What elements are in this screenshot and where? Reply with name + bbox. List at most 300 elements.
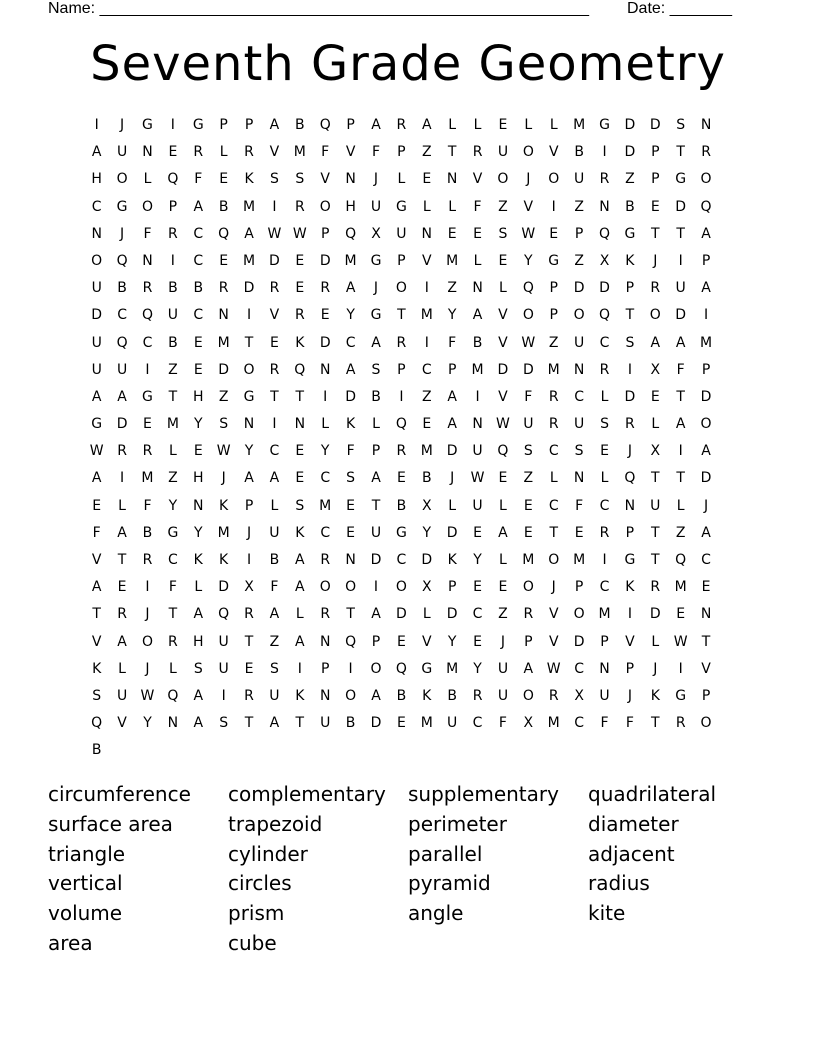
grid-letter[interactable]: U (167, 307, 178, 324)
grid-letter[interactable]: D (319, 334, 331, 351)
grid-letter[interactable]: O (345, 579, 357, 596)
grid-letter[interactable]: D (675, 198, 687, 215)
grid-letter[interactable]: X (421, 497, 432, 514)
grid-letter[interactable]: A (91, 470, 102, 487)
grid-letter[interactable]: N (218, 307, 229, 324)
grid-letter[interactable]: A (371, 687, 381, 704)
grid-letter[interactable]: U (91, 280, 102, 297)
grid-letter[interactable]: N (193, 497, 204, 514)
grid-letter[interactable]: R (548, 687, 559, 704)
grid-letter[interactable]: J (653, 660, 658, 677)
grid-letter[interactable]: U (523, 416, 534, 433)
grid-letter[interactable]: J (120, 225, 125, 242)
grid-letter[interactable]: V (548, 606, 559, 623)
grid-letter[interactable]: N (446, 171, 458, 188)
grid-letter[interactable]: L (499, 497, 507, 514)
grid-letter[interactable]: I (246, 552, 252, 568)
grid-letter[interactable]: N (345, 171, 356, 188)
grid-letter[interactable]: B (396, 687, 407, 704)
grid-letter[interactable]: N (421, 225, 433, 242)
grid-letter[interactable]: D (649, 606, 661, 623)
grid-letter[interactable]: A (345, 280, 356, 297)
grid-letter[interactable]: G (675, 687, 687, 704)
grid-letter[interactable]: V (117, 715, 127, 732)
grid-letter[interactable]: Z (675, 524, 686, 541)
grid-letter[interactable]: P (397, 361, 406, 378)
grid-letter[interactable]: F (92, 524, 101, 541)
name-field-label[interactable]: Name: _______________________________________________________ (48, 0, 589, 17)
grid-letter[interactable]: I (399, 388, 404, 405)
grid-letter[interactable]: R (599, 361, 610, 378)
grid-letter[interactable]: N (319, 361, 331, 378)
grid-letter[interactable]: R (650, 280, 661, 297)
grid-letter[interactable]: Q (116, 252, 128, 269)
grid-letter[interactable]: C (117, 307, 127, 324)
grid-letter[interactable]: A (371, 334, 381, 351)
grid-letter[interactable]: S (295, 497, 305, 514)
grid-letter[interactable]: F (321, 144, 330, 161)
grid-letter[interactable]: I (323, 388, 328, 405)
grid-letter[interactable]: A (117, 524, 127, 541)
grid-letter[interactable]: N (472, 280, 483, 297)
grid-letter[interactable]: Z (523, 470, 534, 487)
grid-letter[interactable]: Q (345, 225, 357, 242)
grid-letter[interactable]: G (675, 171, 687, 188)
grid-letter[interactable]: A (117, 388, 127, 405)
grid-letter[interactable]: L (473, 252, 482, 269)
grid-letter[interactable]: P (574, 579, 584, 596)
grid-letter[interactable]: Q (395, 416, 407, 433)
grid-letter[interactable]: I (348, 660, 353, 677)
grid-letter[interactable]: M (166, 416, 179, 433)
grid-letter[interactable]: J (627, 443, 632, 460)
grid-letter[interactable]: T (397, 307, 406, 324)
grid-letter[interactable]: E (498, 579, 508, 596)
grid-letter[interactable]: C (472, 715, 483, 732)
grid-letter[interactable]: P (219, 117, 228, 133)
grid-letter[interactable]: E (346, 497, 356, 514)
grid-letter[interactable]: T (625, 307, 635, 324)
grid-letter[interactable]: W (292, 225, 307, 242)
grid-letter[interactable]: Z (168, 361, 178, 378)
grid-letter[interactable]: T (549, 524, 558, 541)
grid-letter[interactable]: W (470, 470, 485, 487)
grid-letter[interactable]: O (573, 606, 585, 623)
grid-letter[interactable]: V (701, 660, 711, 677)
grid-letter[interactable]: T (244, 334, 254, 351)
grid-letter[interactable]: C (269, 443, 280, 460)
grid-letter[interactable]: O (319, 198, 331, 215)
grid-letter[interactable]: I (551, 198, 556, 215)
grid-letter[interactable]: A (371, 470, 381, 487)
grid-letter[interactable]: Y (447, 307, 457, 324)
grid-letter[interactable]: P (371, 633, 381, 650)
grid-letter[interactable]: T (447, 144, 457, 161)
grid-letter[interactable]: C (345, 334, 356, 351)
grid-letter[interactable]: F (448, 334, 457, 351)
grid-letter[interactable]: A (193, 606, 204, 623)
grid-letter[interactable]: E (422, 416, 432, 433)
grid-letter[interactable]: N (700, 606, 712, 623)
grid-letter[interactable]: S (92, 687, 102, 704)
grid-letter[interactable]: N (142, 252, 153, 269)
grid-letter[interactable]: H (91, 171, 102, 188)
grid-letter[interactable]: T (346, 606, 355, 623)
grid-letter[interactable]: R (472, 687, 483, 704)
grid-letter[interactable]: L (295, 606, 304, 623)
grid-letter[interactable]: O (548, 552, 560, 568)
grid-letter[interactable]: C (574, 715, 584, 732)
grid-letter[interactable]: A (675, 416, 686, 433)
grid-letter[interactable]: B (625, 198, 635, 215)
grid-letter[interactable]: R (625, 416, 635, 433)
grid-letter[interactable]: E (574, 524, 584, 541)
grid-letter[interactable]: J (627, 687, 632, 704)
grid-letter[interactable]: I (272, 198, 277, 215)
grid-letter[interactable]: R (269, 280, 280, 297)
grid-letter[interactable]: G (370, 252, 382, 269)
grid-letter[interactable]: M (217, 334, 230, 351)
grid-letter[interactable]: U (116, 687, 128, 704)
grid-letter[interactable]: C (91, 198, 102, 215)
grid-letter[interactable]: E (600, 443, 609, 460)
grid-letter[interactable]: P (625, 280, 635, 297)
grid-letter[interactable]: E (676, 606, 686, 623)
grid-letter[interactable]: E (701, 579, 711, 596)
grid-letter[interactable]: E (295, 280, 305, 297)
grid-letter[interactable]: Q (167, 171, 179, 188)
grid-letter[interactable]: V (421, 252, 432, 269)
grid-letter[interactable]: E (219, 171, 229, 188)
grid-letter[interactable]: A (91, 388, 102, 405)
grid-letter[interactable]: X (371, 225, 381, 242)
grid-letter[interactable]: B (447, 687, 457, 704)
grid-letter[interactable]: P (447, 579, 457, 596)
grid-letter[interactable]: K (92, 660, 102, 677)
grid-letter[interactable]: P (397, 144, 406, 161)
grid-letter[interactable]: J (500, 633, 506, 650)
grid-letter[interactable]: V (498, 307, 508, 324)
grid-letter[interactable]: R (320, 280, 331, 297)
grid-letter[interactable]: O (91, 252, 103, 269)
grid-letter[interactable]: L (143, 171, 152, 188)
grid-letter[interactable]: M (344, 252, 357, 269)
grid-letter[interactable]: S (269, 660, 279, 677)
grid-letter[interactable]: L (168, 660, 177, 677)
grid-letter[interactable]: R (244, 144, 254, 161)
grid-letter[interactable]: F (498, 715, 507, 732)
grid-letter[interactable]: G (599, 117, 610, 133)
grid-letter[interactable]: U (269, 524, 280, 541)
grid-letter[interactable]: P (244, 117, 254, 133)
grid-letter[interactable]: G (116, 198, 128, 215)
grid-letter[interactable]: B (269, 552, 280, 568)
grid-letter[interactable]: R (396, 443, 407, 460)
grid-letter[interactable]: C (396, 552, 407, 568)
grid-letter[interactable]: R (193, 144, 204, 161)
grid-letter[interactable]: G (167, 524, 179, 541)
grid-letter[interactable]: R (396, 117, 407, 133)
word-search-grid[interactable] (84, 112, 719, 765)
grid-letter[interactable]: T (295, 388, 305, 405)
grid-letter[interactable]: A (269, 470, 280, 487)
grid-letter[interactable]: M (293, 144, 306, 161)
grid-letter[interactable]: P (320, 660, 330, 677)
grid-letter[interactable]: O (370, 660, 382, 677)
grid-letter[interactable]: P (625, 524, 635, 541)
grid-letter[interactable]: A (371, 606, 381, 623)
grid-letter[interactable]: S (371, 361, 381, 378)
grid-letter[interactable]: M (471, 361, 484, 378)
grid-letter[interactable]: R (117, 606, 127, 623)
grid-letter[interactable]: P (549, 280, 558, 297)
grid-letter[interactable]: D (116, 416, 128, 433)
grid-letter[interactable]: O (522, 579, 534, 596)
grid-letter[interactable]: V (548, 144, 559, 161)
grid-letter[interactable]: M (242, 198, 256, 215)
grid-letter[interactable]: R (650, 579, 661, 596)
grid-letter[interactable]: I (602, 144, 607, 161)
grid-letter[interactable]: P (447, 361, 457, 378)
grid-letter[interactable]: C (701, 552, 711, 568)
grid-letter[interactable]: S (219, 416, 229, 433)
grid-letter[interactable]: S (193, 660, 203, 677)
grid-letter[interactable]: C (421, 361, 432, 378)
grid-letter[interactable]: O (141, 633, 153, 650)
grid-letter[interactable]: R (244, 606, 254, 623)
grid-letter[interactable]: N (319, 687, 331, 704)
grid-letter[interactable]: U (472, 497, 483, 514)
grid-letter[interactable]: R (269, 361, 280, 378)
grid-letter[interactable]: A (295, 633, 305, 650)
grid-letter[interactable]: Y (346, 307, 355, 324)
grid-letter[interactable]: S (498, 225, 508, 242)
grid-letter[interactable]: D (573, 633, 585, 650)
grid-letter[interactable]: A (447, 416, 457, 433)
grid-letter[interactable]: P (524, 633, 533, 650)
grid-letter[interactable]: F (473, 198, 482, 215)
grid-letter[interactable]: H (192, 388, 204, 405)
grid-letter[interactable]: E (523, 524, 533, 541)
grid-letter[interactable]: K (625, 252, 635, 269)
grid-letter[interactable]: K (219, 552, 229, 568)
grid-letter[interactable]: S (523, 443, 533, 460)
grid-letter[interactable]: N (294, 416, 306, 433)
grid-letter[interactable]: Q (141, 307, 153, 324)
grid-letter[interactable]: K (295, 687, 305, 704)
grid-letter[interactable]: J (373, 280, 379, 297)
grid-letter[interactable]: I (424, 334, 429, 351)
grid-letter[interactable]: D (319, 252, 331, 269)
grid-letter[interactable]: I (145, 579, 150, 596)
grid-letter[interactable]: Y (422, 524, 432, 541)
grid-letter[interactable]: M (420, 443, 433, 460)
grid-letter[interactable]: P (346, 117, 355, 133)
grid-letter[interactable]: R (599, 171, 610, 188)
grid-letter[interactable]: U (472, 443, 483, 460)
grid-letter[interactable]: Z (498, 198, 508, 215)
grid-letter[interactable]: Y (193, 416, 203, 433)
grid-letter[interactable]: O (243, 361, 255, 378)
grid-letter[interactable]: V (498, 334, 508, 351)
grid-letter[interactable]: M (700, 334, 713, 351)
grid-letter[interactable]: E (320, 307, 330, 324)
grid-letter[interactable]: J (145, 606, 150, 623)
grid-letter[interactable]: J (373, 171, 379, 188)
grid-letter[interactable]: N (599, 198, 610, 215)
grid-letter[interactable]: C (167, 552, 178, 568)
grid-letter[interactable]: R (168, 633, 178, 650)
grid-letter[interactable]: W (140, 687, 155, 704)
grid-letter[interactable]: L (219, 144, 228, 161)
grid-letter[interactable]: C (472, 606, 483, 623)
grid-letter[interactable]: L (194, 579, 203, 596)
grid-letter[interactable]: A (295, 552, 305, 568)
grid-letter[interactable]: W (89, 443, 104, 460)
grid-letter[interactable]: M (547, 715, 560, 732)
grid-letter[interactable]: I (424, 280, 429, 297)
grid-letter[interactable]: D (700, 388, 712, 405)
grid-letter[interactable]: A (421, 117, 432, 133)
grid-letter[interactable]: F (143, 225, 152, 242)
grid-letter[interactable]: N (573, 361, 585, 378)
grid-letter[interactable]: E (473, 524, 482, 541)
grid-letter[interactable]: W (546, 660, 561, 677)
grid-letter[interactable]: E (549, 225, 559, 242)
grid-letter[interactable]: T (244, 633, 254, 650)
grid-letter[interactable]: U (91, 334, 102, 351)
grid-letter[interactable]: L (499, 280, 507, 297)
grid-letter[interactable]: M (547, 361, 560, 378)
grid-letter[interactable]: M (319, 497, 332, 514)
grid-letter[interactable]: T (92, 606, 101, 623)
grid-letter[interactable]: D (624, 144, 636, 161)
grid-letter[interactable]: I (475, 388, 480, 405)
grid-letter[interactable]: N (319, 633, 331, 650)
grid-letter[interactable]: B (472, 334, 483, 351)
grid-letter[interactable]: D (218, 579, 230, 596)
grid-letter[interactable]: G (421, 660, 433, 677)
grid-letter[interactable]: O (573, 307, 585, 324)
grid-letter[interactable]: L (422, 198, 431, 215)
grid-letter[interactable]: P (600, 633, 609, 650)
grid-letter[interactable]: B (218, 198, 229, 215)
grid-letter[interactable]: A (371, 117, 381, 133)
grid-letter[interactable]: X (523, 715, 534, 732)
grid-letter[interactable]: Y (168, 497, 178, 514)
grid-letter[interactable]: E (498, 252, 508, 269)
grid-letter[interactable]: D (522, 361, 534, 378)
grid-letter[interactable]: N (472, 416, 483, 433)
grid-letter[interactable]: R (142, 552, 153, 568)
grid-letter[interactable]: Q (319, 117, 331, 133)
grid-letter[interactable]: Q (395, 660, 407, 677)
grid-letter[interactable]: J (551, 579, 556, 596)
grid-letter[interactable]: L (524, 117, 533, 133)
grid-letter[interactable]: F (625, 715, 634, 732)
grid-letter[interactable]: R (218, 280, 229, 297)
grid-letter[interactable]: U (573, 334, 585, 351)
grid-letter[interactable]: M (420, 715, 433, 732)
grid-letter[interactable]: C (320, 470, 331, 487)
grid-letter[interactable]: E (498, 117, 508, 133)
grid-letter[interactable]: E (193, 361, 203, 378)
grid-letter[interactable]: V (472, 171, 483, 188)
grid-letter[interactable]: I (678, 443, 683, 460)
grid-letter[interactable]: M (522, 552, 535, 568)
grid-letter[interactable]: U (320, 715, 331, 732)
grid-letter[interactable]: M (242, 252, 256, 269)
grid-letter[interactable]: N (243, 416, 255, 433)
grid-letter[interactable]: A (498, 524, 508, 541)
grid-letter[interactable]: P (168, 198, 178, 215)
grid-letter[interactable]: G (142, 388, 153, 405)
grid-letter[interactable]: D (395, 606, 407, 623)
grid-letter[interactable]: L (448, 198, 457, 215)
grid-letter[interactable]: L (600, 470, 609, 487)
grid-letter[interactable]: N (345, 552, 356, 568)
grid-letter[interactable]: K (625, 579, 635, 596)
grid-letter[interactable]: O (522, 144, 534, 161)
grid-letter[interactable]: E (523, 497, 533, 514)
grid-letter[interactable]: C (548, 497, 559, 514)
grid-letter[interactable]: A (701, 443, 711, 460)
grid-letter[interactable]: J (653, 252, 658, 269)
grid-letter[interactable]: S (600, 416, 609, 433)
grid-letter[interactable]: A (345, 361, 356, 378)
grid-letter[interactable]: L (448, 117, 457, 133)
grid-letter[interactable]: U (218, 633, 229, 650)
grid-letter[interactable]: K (295, 334, 305, 351)
grid-letter[interactable]: L (372, 416, 380, 433)
grid-letter[interactable]: O (649, 307, 661, 324)
grid-letter[interactable]: T (651, 524, 660, 541)
grid-letter[interactable]: K (193, 552, 203, 568)
grid-letter[interactable]: A (269, 117, 280, 133)
grid-letter[interactable]: E (498, 470, 508, 487)
date-field-label[interactable]: Date: _______ (627, 0, 732, 17)
grid-letter[interactable]: B (142, 524, 153, 541)
grid-letter[interactable]: T (651, 225, 660, 242)
grid-letter[interactable]: W (496, 416, 510, 433)
grid-letter[interactable]: J (246, 524, 252, 541)
grid-letter[interactable]: L (270, 497, 279, 514)
grid-letter[interactable]: R (168, 225, 178, 242)
grid-letter[interactable]: P (320, 225, 330, 242)
grid-letter[interactable]: E (295, 443, 305, 460)
grid-letter[interactable]: S (625, 334, 635, 351)
grid-letter[interactable]: R (548, 388, 559, 405)
grid-letter[interactable]: Q (91, 715, 103, 732)
grid-letter[interactable]: A (193, 198, 204, 215)
grid-letter[interactable]: C (599, 334, 610, 351)
grid-letter[interactable]: E (346, 524, 356, 541)
grid-letter[interactable]: D (370, 552, 382, 568)
grid-letter[interactable]: B (396, 497, 407, 514)
grid-letter[interactable]: M (217, 524, 230, 541)
grid-letter[interactable]: V (345, 144, 356, 161)
grid-letter[interactable]: T (371, 497, 381, 514)
grid-letter[interactable]: A (701, 524, 711, 541)
grid-letter[interactable]: R (244, 687, 254, 704)
grid-letter[interactable]: K (346, 416, 356, 433)
grid-letter[interactable]: R (599, 524, 610, 541)
grid-letter[interactable]: F (676, 361, 685, 378)
grid-letter[interactable]: Q (598, 307, 611, 324)
grid-letter[interactable]: V (269, 307, 280, 324)
grid-letter[interactable]: X (599, 252, 610, 269)
grid-letter[interactable]: A (91, 144, 102, 161)
